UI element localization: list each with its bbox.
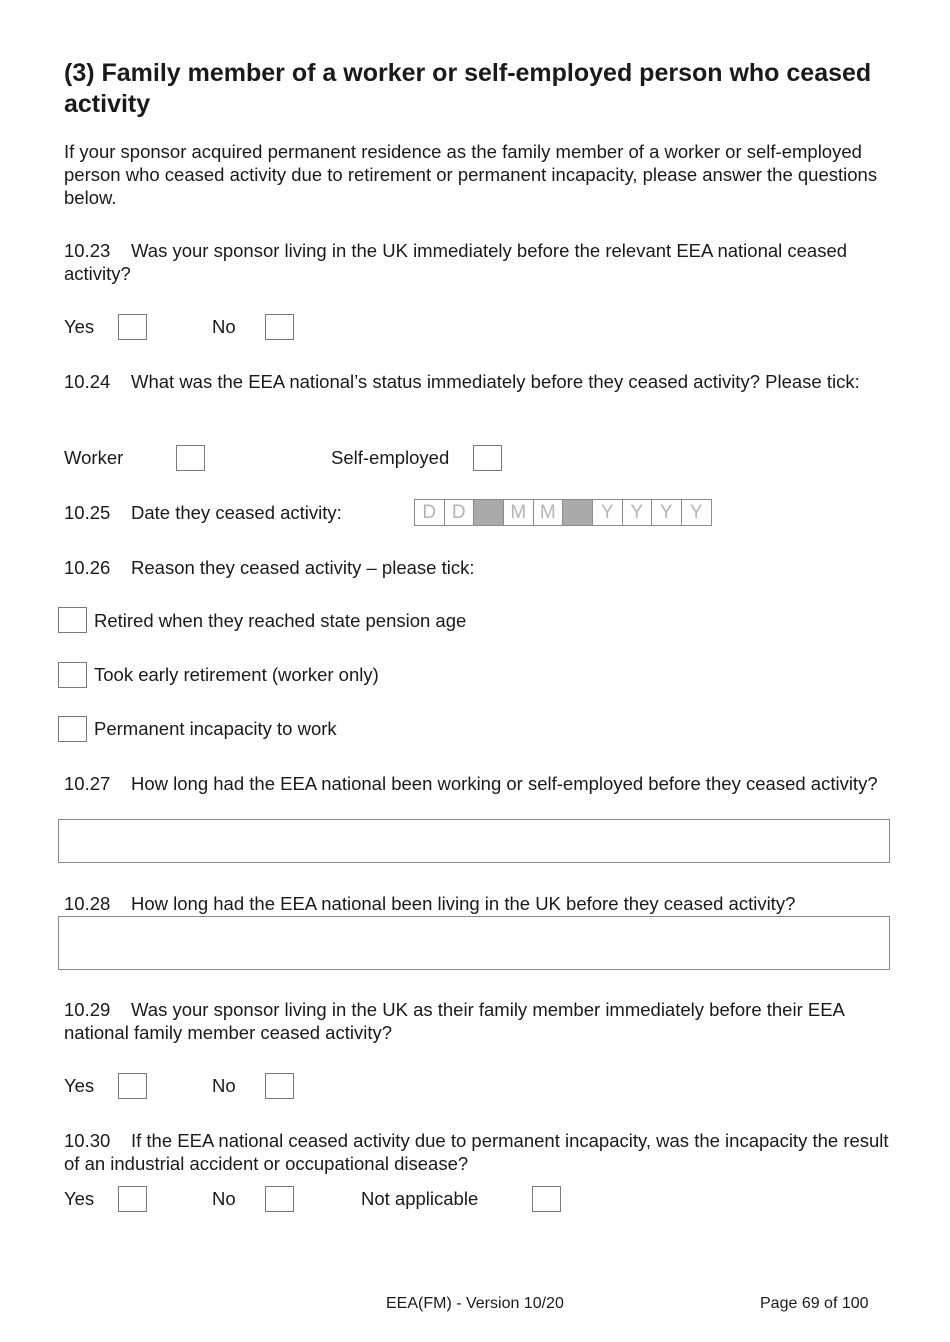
q1030-no-checkbox[interactable] (265, 1186, 294, 1212)
question-text: How long had the EEA national been living in the UK before they ceased activity? (131, 893, 796, 914)
q1024-worker-checkbox[interactable] (176, 445, 205, 471)
question-text: What was the EEA national’s status immediately before they ceased activity? Please tick: (131, 371, 860, 392)
reason-retired-checkbox[interactable] (58, 607, 87, 633)
q1023-yes-checkbox[interactable] (118, 314, 147, 340)
question-number: 10.29 (64, 999, 111, 1020)
question-10-25 (64, 501, 384, 524)
question-number: 10.25 (64, 502, 111, 523)
reason-retired-label: Retired when they reached state pension age (94, 610, 467, 631)
working-duration-input[interactable] (58, 819, 890, 863)
question-10-23 (64, 239, 894, 285)
yes-label: Yes (64, 1075, 95, 1096)
question-10-28 (64, 892, 894, 915)
month-digit-1[interactable]: M (504, 500, 534, 525)
year-digit-1[interactable]: Y (593, 500, 623, 525)
no-label: No (212, 1188, 236, 1209)
q1024-self-employed-checkbox[interactable] (473, 445, 502, 471)
yes-label: Yes (64, 1188, 95, 1209)
question-number: 10.28 (64, 893, 111, 914)
question-text: Reason they ceased activity – please tick: (131, 557, 475, 578)
self-employed-label: Self-employed (331, 447, 450, 468)
day-digit-1[interactable]: D (415, 500, 445, 525)
question-number: 10.26 (64, 557, 111, 578)
question-10-24 (64, 370, 894, 393)
yes-label: Yes (64, 316, 95, 337)
date-separator (563, 500, 593, 525)
year-digit-3[interactable]: Y (652, 500, 682, 525)
question-10-27 (64, 772, 894, 795)
date-separator (474, 500, 504, 525)
reason-incapacity-checkbox[interactable] (58, 716, 87, 742)
q1023-no-checkbox[interactable] (265, 314, 294, 340)
question-10-26 (64, 556, 894, 579)
question-number: 10.27 (64, 773, 111, 794)
year-digit-2[interactable]: Y (623, 500, 653, 525)
worker-label: Worker (64, 447, 124, 468)
question-10-30 (64, 1129, 894, 1175)
question-number: 10.23 (64, 240, 111, 261)
question-text: Date they ceased activity: (131, 502, 342, 523)
month-digit-2[interactable]: M (534, 500, 564, 525)
question-text: Was your sponsor living in the UK as their family member immediately before their EEA national family member ceased activity? (64, 999, 844, 1043)
reason-early-retirement-checkbox[interactable] (58, 662, 87, 688)
section-title: (3) Family member of a worker or self-employed person who ceased activity (64, 59, 872, 118)
question-number: 10.30 (64, 1130, 111, 1151)
no-label: No (212, 1075, 236, 1096)
year-digit-4[interactable]: Y (689, 501, 703, 523)
date-ceased-input[interactable] (414, 499, 712, 526)
footer-page-number: Page 69 of 100 (760, 1295, 869, 1312)
living-duration-input[interactable] (58, 916, 890, 970)
reason-incapacity-label: Permanent incapacity to work (94, 718, 337, 739)
question-text: How long had the EEA national been working or self-employed before they ceased activity? (131, 773, 878, 794)
q1030-na-checkbox[interactable] (532, 1186, 561, 1212)
intro-text: If your sponsor acquired permanent residence as the family member of a worker or self-employed person who ceased activity due to retirement or permanent incapacity, please answer the questions below. (64, 141, 878, 208)
q1029-yes-checkbox[interactable] (118, 1073, 147, 1099)
q1029-no-checkbox[interactable] (265, 1073, 294, 1099)
question-10-29 (64, 998, 894, 1044)
q1030-yes-checkbox[interactable] (118, 1186, 147, 1212)
question-text: Was your sponsor living in the UK immediately before the relevant EEA national ceased activity? (64, 240, 848, 284)
reason-early-retirement-label: Took early retirement (worker only) (94, 664, 379, 685)
question-number: 10.24 (64, 371, 111, 392)
footer-version: EEA(FM) - Version 10/20 (386, 1295, 564, 1312)
no-label: No (212, 316, 236, 337)
question-text: If the EEA national ceased activity due to permanent incapacity, was the incapacity the result of an industrial accident or occupational disease? (64, 1130, 889, 1174)
day-digit-2[interactable]: D (445, 500, 475, 525)
not-applicable-label: Not applicable (361, 1188, 479, 1209)
